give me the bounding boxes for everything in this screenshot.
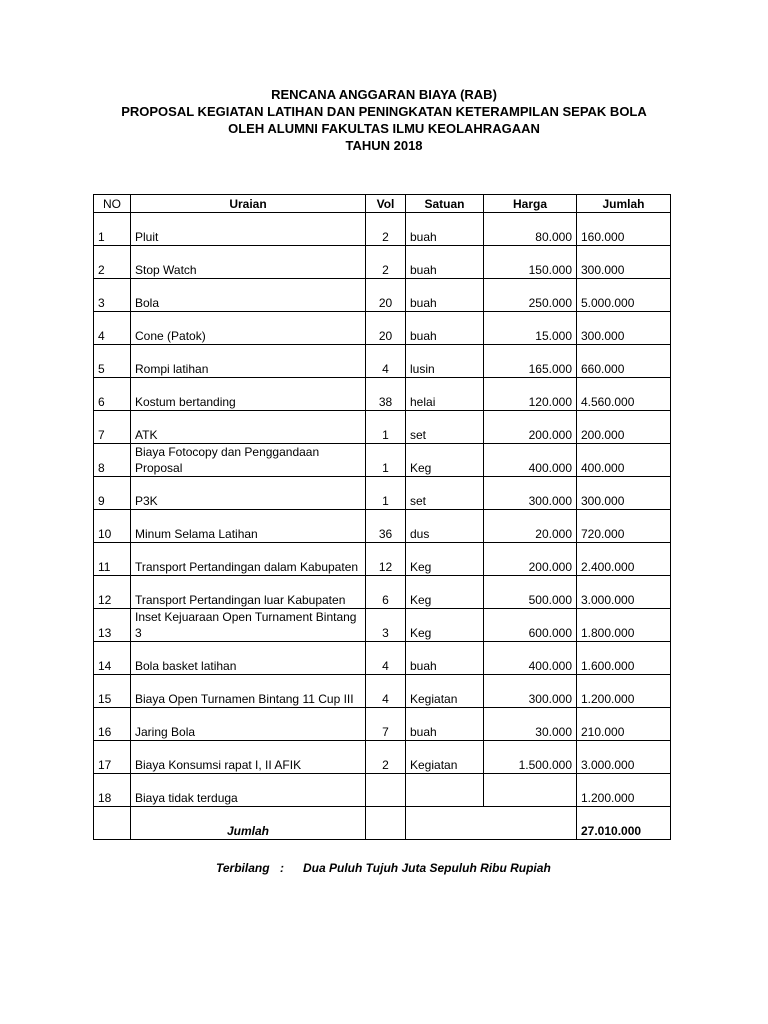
row-no: 10 [94, 510, 131, 543]
row-harga: 20.000 [484, 510, 577, 543]
total-label: Jumlah [131, 807, 366, 840]
row-harga: 30.000 [484, 708, 577, 741]
row-uraian: Biaya Fotocopy dan Penggandaan Proposal [131, 444, 366, 477]
row-satuan: Kegiatan [406, 741, 484, 774]
table-row [94, 774, 671, 807]
col-header-harga: Harga [484, 195, 577, 213]
row-uraian: Biaya Open Turnamen Bintang 11 Cup III [131, 675, 366, 708]
terbilang-label: Terbilang [216, 861, 270, 875]
table-row [94, 378, 671, 411]
row-harga: 15.000 [484, 312, 577, 345]
row-harga: 300.000 [484, 675, 577, 708]
row-satuan: buah [406, 246, 484, 279]
row-uraian: Stop Watch [131, 246, 366, 279]
row-vol: 1 [366, 477, 406, 510]
terbilang-colon: : [280, 861, 284, 875]
row-uraian: Rompi latihan [131, 345, 366, 378]
row-harga: 150.000 [484, 246, 577, 279]
row-no: 13 [94, 609, 131, 642]
row-vol: 38 [366, 378, 406, 411]
table-row [94, 609, 671, 642]
title-line-1: RENCANA ANGGARAN BIAYA (RAB) [271, 87, 497, 102]
row-harga: 120.000 [484, 378, 577, 411]
row-harga: 200.000 [484, 411, 577, 444]
row-satuan: Keg [406, 576, 484, 609]
total-empty-cell [406, 807, 577, 840]
title-line-3: OLEH ALUMNI FAKULTAS ILMU KEOLAHRAGAAN [228, 121, 540, 136]
row-satuan: helai [406, 378, 484, 411]
total-empty-cell [94, 807, 131, 840]
title-line-4: TAHUN 2018 [345, 138, 423, 153]
row-satuan: buah [406, 642, 484, 675]
row-harga: 250.000 [484, 279, 577, 312]
row-no: 7 [94, 411, 131, 444]
row-no: 12 [94, 576, 131, 609]
row-uraian: Kostum bertanding [131, 378, 366, 411]
table-row [94, 444, 671, 477]
row-no: 18 [94, 774, 131, 807]
row-vol: 6 [366, 576, 406, 609]
row-uraian: Minum Selama Latihan [131, 510, 366, 543]
table-row [94, 510, 671, 543]
row-jumlah: 660.000 [577, 345, 671, 378]
row-jumlah: 1.200.000 [577, 675, 671, 708]
row-uraian: ATK [131, 411, 366, 444]
row-harga: 165.000 [484, 345, 577, 378]
row-harga: 600.000 [484, 609, 577, 642]
row-satuan: Keg [406, 609, 484, 642]
row-jumlah: 200.000 [577, 411, 671, 444]
row-harga: 400.000 [484, 444, 577, 477]
row-jumlah: 4.560.000 [577, 378, 671, 411]
row-jumlah: 210.000 [577, 708, 671, 741]
row-no: 17 [94, 741, 131, 774]
row-uraian: Bola basket latihan [131, 642, 366, 675]
row-vol: 2 [366, 246, 406, 279]
row-vol: 2 [366, 741, 406, 774]
row-jumlah: 300.000 [577, 246, 671, 279]
row-vol: 4 [366, 675, 406, 708]
row-no: 1 [94, 213, 131, 246]
row-uraian: Bola [131, 279, 366, 312]
row-jumlah: 300.000 [577, 477, 671, 510]
row-jumlah: 3.000.000 [577, 741, 671, 774]
row-satuan: buah [406, 708, 484, 741]
row-vol: 12 [366, 543, 406, 576]
row-no: 3 [94, 279, 131, 312]
row-satuan: lusin [406, 345, 484, 378]
row-uraian: P3K [131, 477, 366, 510]
col-header-no: NO [94, 195, 131, 213]
total-row [94, 807, 671, 840]
table-row [94, 576, 671, 609]
row-uraian: Cone (Patok) [131, 312, 366, 345]
row-no: 14 [94, 642, 131, 675]
row-satuan: buah [406, 213, 484, 246]
row-no: 11 [94, 543, 131, 576]
row-vol: 3 [366, 609, 406, 642]
col-header-vol: Vol [366, 195, 406, 213]
row-satuan: buah [406, 312, 484, 345]
row-no: 4 [94, 312, 131, 345]
row-satuan: Kegiatan [406, 675, 484, 708]
row-vol: 1 [366, 444, 406, 477]
row-harga: 500.000 [484, 576, 577, 609]
row-uraian: Transport Pertandingan dalam Kabupaten [131, 543, 366, 576]
row-no: 6 [94, 378, 131, 411]
total-empty-cell [366, 807, 406, 840]
row-jumlah: 5.000.000 [577, 279, 671, 312]
row-vol: 4 [366, 642, 406, 675]
row-vol: 2 [366, 213, 406, 246]
row-harga [484, 774, 577, 807]
row-jumlah: 160.000 [577, 213, 671, 246]
row-no: 8 [94, 444, 131, 477]
table-row [94, 708, 671, 741]
col-header-uraian: Uraian [131, 195, 366, 213]
terbilang-value: Dua Puluh Tujuh Juta Sepuluh Ribu Rupiah [303, 861, 551, 875]
row-satuan: set [406, 411, 484, 444]
row-satuan: buah [406, 279, 484, 312]
table-row [94, 279, 671, 312]
row-no: 2 [94, 246, 131, 279]
row-harga: 80.000 [484, 213, 577, 246]
total-value: 27.010.000 [577, 807, 671, 840]
row-jumlah: 400.000 [577, 444, 671, 477]
col-header-jumlah: Jumlah [577, 195, 671, 213]
row-uraian: Pluit [131, 213, 366, 246]
row-vol: 20 [366, 312, 406, 345]
table-row [94, 345, 671, 378]
row-satuan: dus [406, 510, 484, 543]
row-satuan: set [406, 477, 484, 510]
document-title [0, 86, 768, 154]
row-jumlah: 1.200.000 [577, 774, 671, 807]
row-vol: 4 [366, 345, 406, 378]
table-row [94, 675, 671, 708]
row-vol: 1 [366, 411, 406, 444]
row-vol: 36 [366, 510, 406, 543]
table-row [94, 312, 671, 345]
row-jumlah: 1.800.000 [577, 609, 671, 642]
col-header-satuan: Satuan [406, 195, 484, 213]
row-vol [366, 774, 406, 807]
row-no: 16 [94, 708, 131, 741]
row-jumlah: 720.000 [577, 510, 671, 543]
row-uraian: Transport Pertandingan luar Kabupaten [131, 576, 366, 609]
row-satuan [406, 774, 484, 807]
table-header-row [94, 195, 671, 213]
table-row [94, 213, 671, 246]
table-row [94, 741, 671, 774]
row-uraian: Biaya Konsumsi rapat I, II AFIK [131, 741, 366, 774]
row-uraian: Biaya tidak terduga [131, 774, 366, 807]
row-jumlah: 2.400.000 [577, 543, 671, 576]
row-harga: 300.000 [484, 477, 577, 510]
budget-table [93, 194, 671, 840]
row-satuan: Keg [406, 543, 484, 576]
table-row [94, 477, 671, 510]
row-no: 15 [94, 675, 131, 708]
row-vol: 7 [366, 708, 406, 741]
row-vol: 20 [366, 279, 406, 312]
row-harga: 400.000 [484, 642, 577, 675]
table-row [94, 543, 671, 576]
table-row [94, 642, 671, 675]
table-row [94, 411, 671, 444]
row-jumlah: 300.000 [577, 312, 671, 345]
row-jumlah: 3.000.000 [577, 576, 671, 609]
row-uraian: Jaring Bola [131, 708, 366, 741]
row-harga: 1.500.000 [484, 741, 577, 774]
table-row [94, 246, 671, 279]
row-harga: 200.000 [484, 543, 577, 576]
title-line-2: PROPOSAL KEGIATAN LATIHAN DAN PENINGKATAN KETERAMPILAN SEPAK BOLA [121, 104, 647, 119]
row-jumlah: 1.600.000 [577, 642, 671, 675]
row-uraian: Inset Kejuaraan Open Turnament Bintang 3 [131, 609, 366, 642]
row-satuan: Keg [406, 444, 484, 477]
row-no: 5 [94, 345, 131, 378]
row-no: 9 [94, 477, 131, 510]
